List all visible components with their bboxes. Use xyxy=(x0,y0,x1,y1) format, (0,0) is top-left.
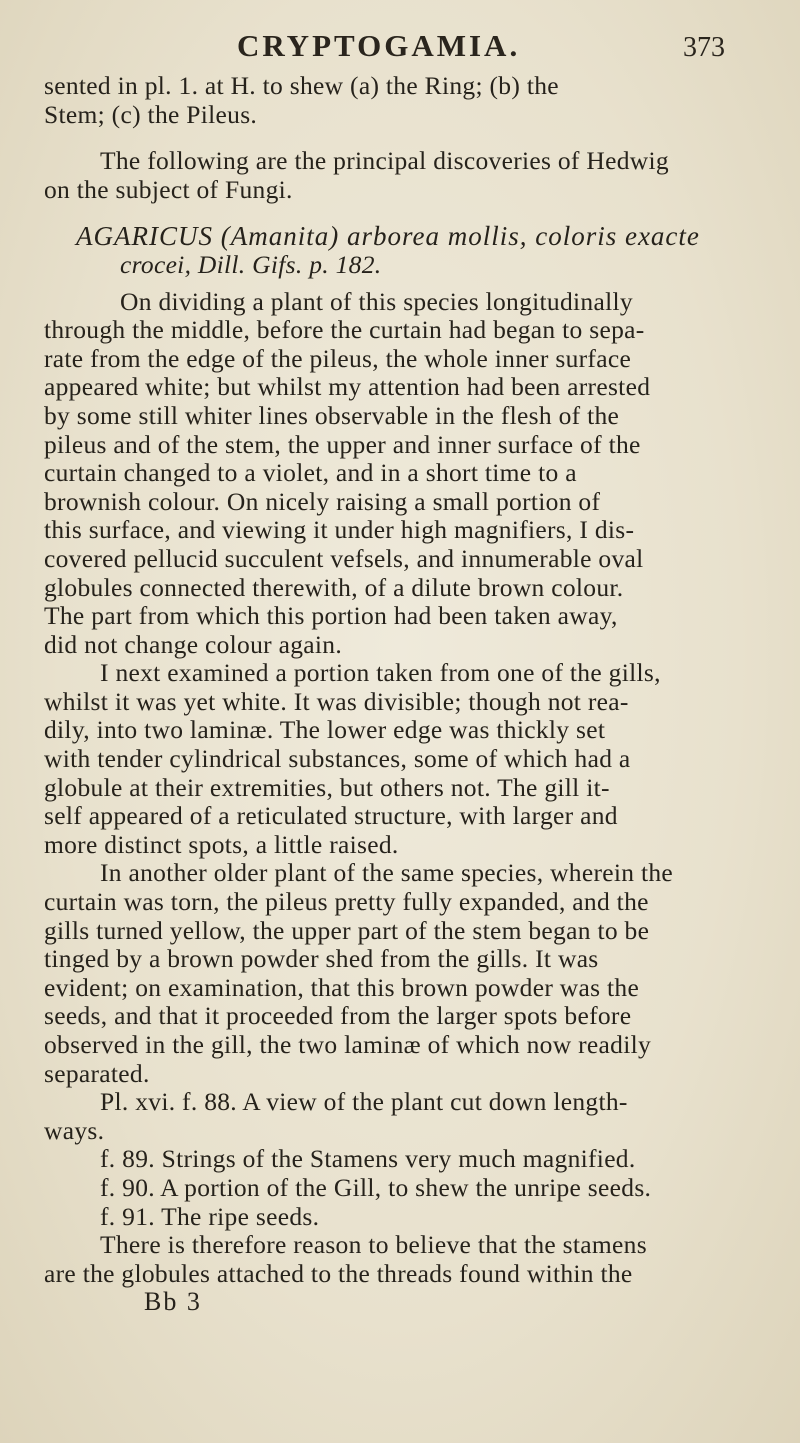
text-line: tinged by a brown powder shed from the gills. It was xyxy=(44,944,599,974)
text-line: on the subject of Fungi. xyxy=(44,174,293,204)
text-line: seeds, and that it proceeded from the larger spots before xyxy=(44,1001,632,1031)
text-line: I next examined a portion taken from one of the gills, xyxy=(100,658,661,688)
paragraph xyxy=(44,72,776,129)
text-line: with tender cylindrical substances, some of which had a xyxy=(44,744,631,774)
text-line: pileus and of the stem, the upper and inner surface of the xyxy=(44,429,641,459)
text-line: observed in the gill, the two laminæ of which now readily xyxy=(44,1030,652,1059)
figure-caption xyxy=(44,1203,776,1232)
text-line: self appeared of a reticulated structure, with larger and xyxy=(44,801,618,831)
text-line: curtain changed to a violet, and in a short time to a xyxy=(44,458,577,488)
text-line: covered pellucid succulent vefsels, and innumerable oval xyxy=(44,543,644,573)
text-line: globules connected therewith, of a dilute brown colour. xyxy=(44,572,624,602)
species-heading xyxy=(44,222,776,279)
text-line: crocei, Dill. Gifs. p. 182. xyxy=(120,249,382,279)
paragraph xyxy=(44,659,776,859)
text-line: globule at their extremities, but others not. The gill it- xyxy=(44,772,610,802)
text-line: ways. xyxy=(44,1115,105,1145)
text-line: f. 90. A portion of the Gill, to shew the unripe seeds. xyxy=(100,1172,652,1202)
text-line: did not change colour again. xyxy=(44,629,343,659)
text-line: curtain was torn, the pileus pretty fully expanded, and the xyxy=(44,887,649,917)
text-line: through the middle, before the curtain had began to sepa- xyxy=(44,315,645,345)
text-line: On dividing a plant of this species longitudinally xyxy=(120,286,633,316)
text-line: Stem; (c) the Pileus. xyxy=(44,99,258,129)
running-title: CRYPTOGAMIA. xyxy=(237,28,521,63)
text-line: AGARICUS (Amanita) arborea mollis, coloris exacte xyxy=(76,221,700,252)
text-line: separated. xyxy=(44,1058,150,1088)
text-line: There is therefore reason to believe that the stamens xyxy=(100,1230,647,1260)
text-line: appeared white; but whilst my attention had been arrested xyxy=(44,372,651,402)
page-header xyxy=(0,22,800,62)
text-line: brownish colour. On nicely raising a small portion of xyxy=(44,486,601,516)
paragraph xyxy=(44,1231,776,1288)
text-line: In another older plant of the same species, wherein the xyxy=(100,858,674,888)
body-text xyxy=(44,72,776,1317)
paragraph xyxy=(44,859,776,1088)
text-line: sented in pl. 1. at H. to shew (a) the Ring; (b) the xyxy=(44,71,559,100)
text-line: dily, into two laminæ. The lower edge was thickly set xyxy=(44,715,606,745)
text-line: f. 91. The ripe seeds. xyxy=(100,1201,320,1231)
figure-caption xyxy=(44,1088,776,1145)
text-line: f. 89. Strings of the Stamens very much magnified. xyxy=(100,1144,636,1174)
text-line: by some still whiter lines observable in the flesh of the xyxy=(44,400,620,430)
text-line: rate from the edge of the pileus, the whole inner surface xyxy=(44,343,632,373)
signature-mark: Bb 3 xyxy=(144,1287,202,1317)
text-line: Pl. xvi. f. 88. A view of the plant cut down length- xyxy=(100,1087,628,1117)
text-line: evident; on examination, that this brown powder was the xyxy=(44,972,640,1002)
text-line: this surface, and viewing it under high magnifiers, I dis- xyxy=(44,515,635,545)
figure-caption xyxy=(44,1145,776,1174)
text-line: whilst it was yet white. It was divisible; though not rea- xyxy=(44,686,629,716)
figure-caption xyxy=(44,1174,776,1203)
paragraph xyxy=(44,288,776,660)
page-number: 373 xyxy=(683,32,725,63)
text-line: are the globules attached to the threads found within the xyxy=(44,1258,633,1288)
text-line: more distinct spots, a little raised. xyxy=(44,829,399,859)
text-line: The part from which this portion had been taken away, xyxy=(44,601,618,631)
text-line: gills turned yellow, the upper part of the stem began to be xyxy=(44,915,650,945)
text-line: The following are the principal discoveries of Hedwig xyxy=(100,146,669,176)
paragraph xyxy=(44,147,776,204)
